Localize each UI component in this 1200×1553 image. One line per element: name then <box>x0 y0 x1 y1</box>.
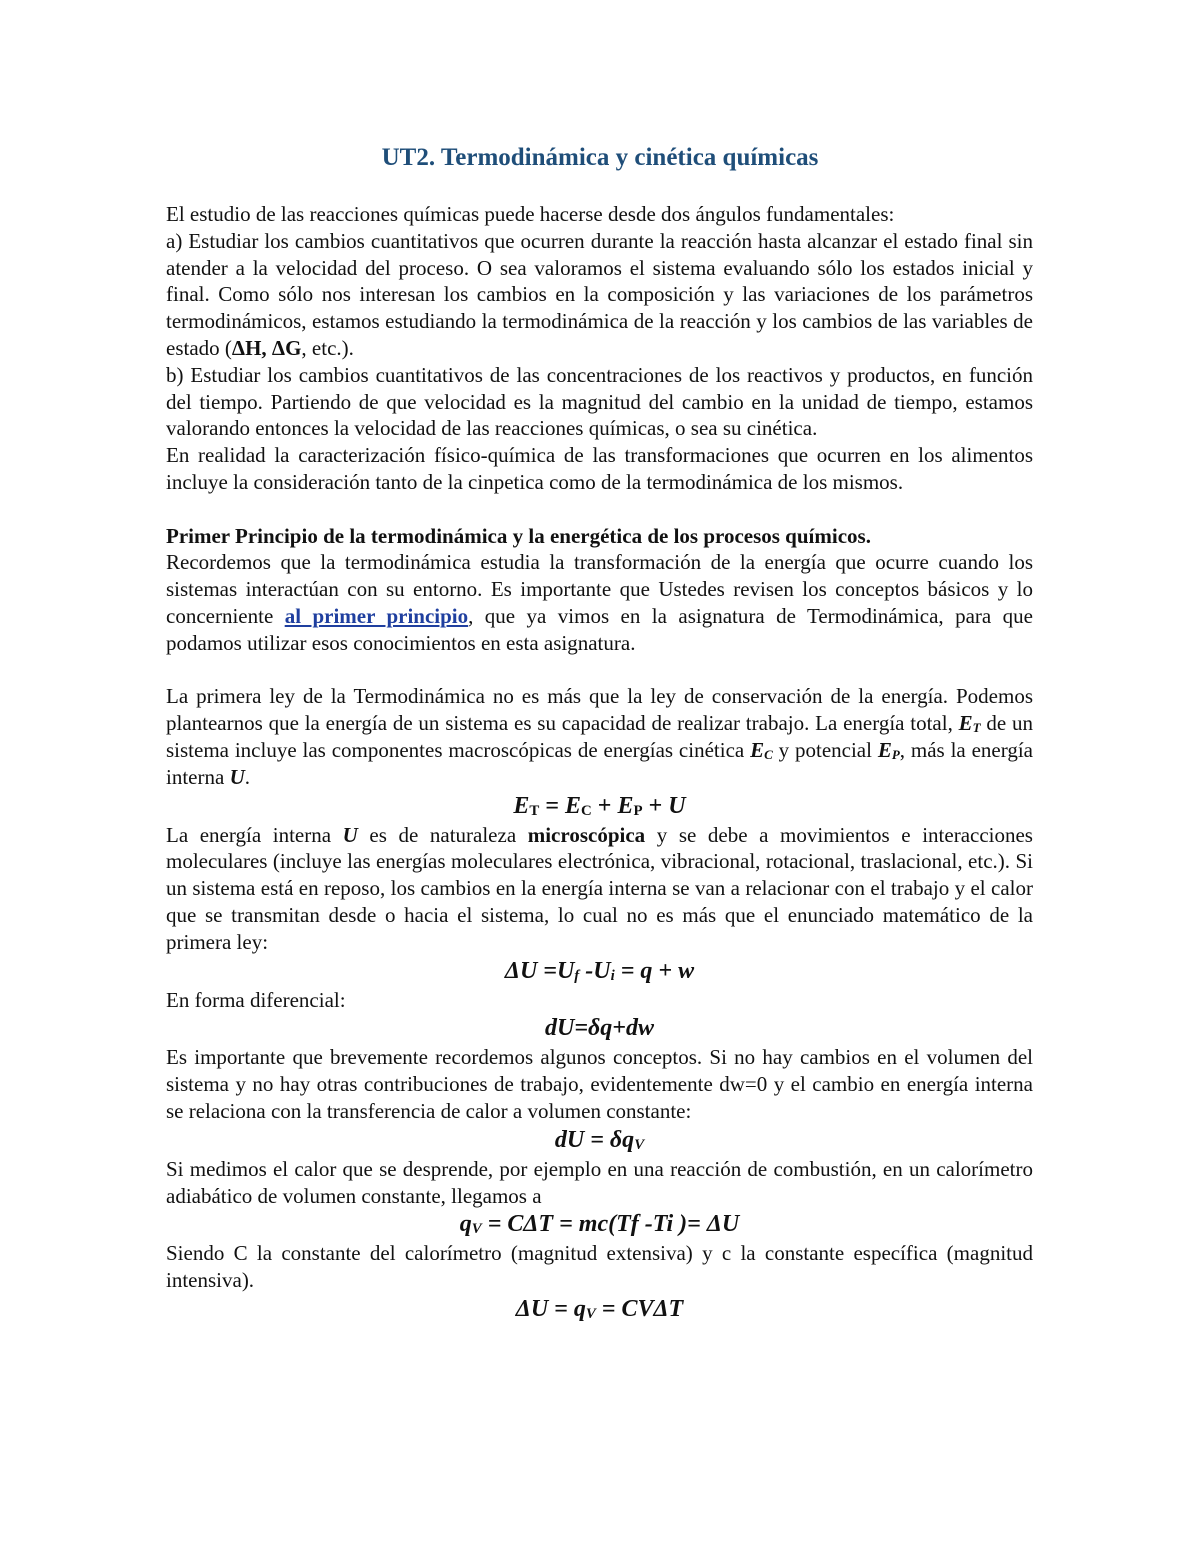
document-title: UT2. Termodinámica y cinética químicas <box>381 144 819 171</box>
et-symbol: $E_T$ <box>958 711 981 736</box>
u-symbol: U <box>229 764 245 789</box>
energy-total-equation: $E_T = E_C + E_P + U$ <box>513 792 686 819</box>
calorimeter-equation: $q_V = C\Delta T = mc(Tf$ -Ti )= ΔU <box>459 1211 740 1238</box>
intro-paragraph: El estudio de las reacciones químicas puede hacerse desde dos ángulos fundamentales: <box>166 202 895 226</box>
first-law-equation: $\Delta U =U_f$ $-U_i = q + w$ <box>504 957 695 984</box>
ec-symbol: $E_C$ <box>750 737 773 762</box>
differential-label: En forma diferencial: <box>166 987 346 1012</box>
internal-energy-paragraph <box>166 822 1033 956</box>
first-law-paragraph <box>166 683 1033 790</box>
point-a-paragraph <box>166 228 1033 362</box>
calorimeter-paragraph: Si medimos el calor que se desprende, por ejemplo en una reacción de combustión, en un calorímetro adiabático de volumen constante, llegamos a <box>166 1156 1033 1208</box>
state-variables: ΔH, ΔG <box>231 335 302 360</box>
u-symbol-2: U <box>342 822 358 847</box>
first-law-end: . <box>244 764 250 789</box>
recall-text: Recordemos que la termodinámica estudia la transformación de la energía que ocurre cuando los sistemas interactúan con su entorno. Es importante que Ustedes revisen los conceptos básicos y lo concerniente <box>166 550 1033 628</box>
first-law-text: La primera ley de la Termodinámica no es más que la ley de conservación de la energía. Podemos plantearnos que la energía de un sistema es su capacidad de realizar trabajo. La energía total, <box>166 684 1033 736</box>
point-a-end: , etc.). <box>301 335 354 360</box>
first-law-text-2: de un sistema incluye las componentes macroscópicas de energías cinética <box>166 711 1034 762</box>
spacer <box>166 657 1033 684</box>
document-body <box>166 201 1033 1325</box>
internal-energy-text: La energía interna <box>166 822 343 847</box>
differential-equation: dU=δq+dw <box>545 1015 654 1042</box>
first-principle-link[interactable]: al primer principio <box>284 603 469 628</box>
constant-volume-paragraph: Es importante que brevemente recordemos algunos conceptos. Si no hay cambios en el volumen del sistema y no hay otras contribuciones de trabajo, evidentemente dw=0 y el cambio en energía interna se relaciona con la transferencia de calor a volumen constante: <box>166 1045 1033 1123</box>
internal-energy-text-2: es de naturaleza <box>357 822 528 847</box>
spacer <box>166 496 1033 523</box>
internal-energy-text-3: y se debe a movimientos e interacciones moleculares (incluye las energías moleculares electrónica, vibracional, rotacional, traslacional, etc.). Si un sistema está en reposo, los cambios en la energía interna se van a relacionar con el trabajo y el calor que se transmitan desde o hacia el sistema, lo cual no es más que el enunciado matemático de la primera ley: <box>166 822 1033 954</box>
first-law-text-4: , más la energía interna <box>166 737 1033 789</box>
reality-paragraph: En realidad la caracterización físico-química de las transformaciones que ocurren en los alimentos incluye la consideración tanto de la cinpetica como de la termodinámica de los mismos. <box>166 443 1033 494</box>
recall-paragraph <box>166 549 1033 656</box>
final-equation: $\Delta U = q_V = CV\Delta T$ <box>515 1295 684 1323</box>
constant-volume-equation: dU = $\delta q_V$ <box>554 1126 645 1153</box>
point-b-paragraph: b) Estudiar los cambios cuantitativos de las concentraciones de los reactivos y productos, en función del tiempo. Partiendo de que velocidad es la magnitud del cambio en la unidad de tiempo, estamos valorando entonces la velocidad de las reacciones químicas, o sea su cinética. <box>166 362 1033 441</box>
first-law-text-3: y potencial <box>772 737 878 762</box>
constant-definition-paragraph: Siendo C la constante del calorímetro (magnitud extensiva) y c la constante específica (magnitud intensiva). <box>166 1241 1033 1293</box>
ep-symbol: $E_P$ <box>877 737 900 762</box>
recall-end: , que ya vimos en la asignatura de Termodinámica, para que podamos utilizar esos conocimientos en esta asignatura. <box>166 603 1033 655</box>
point-a-text: a) Estudiar los cambios cuantitativos que ocurren durante la reacción hasta alcanzar el estado final sin atender a la velocidad del proceso. O sea valoramos el sistema evaluando sólo los estados inicial y final. Como sólo nos interesan los cambios en la composición y las variaciones de los parámetros termodinámicos, estamos estudiando la termodinámica de la reacción y los cambios de las variables de estado ( <box>166 228 1033 360</box>
section-heading: Primer Principio de la termodinámica y la energética de los procesos químicos. <box>166 523 871 548</box>
microscopic-term: microscópica <box>527 822 646 847</box>
